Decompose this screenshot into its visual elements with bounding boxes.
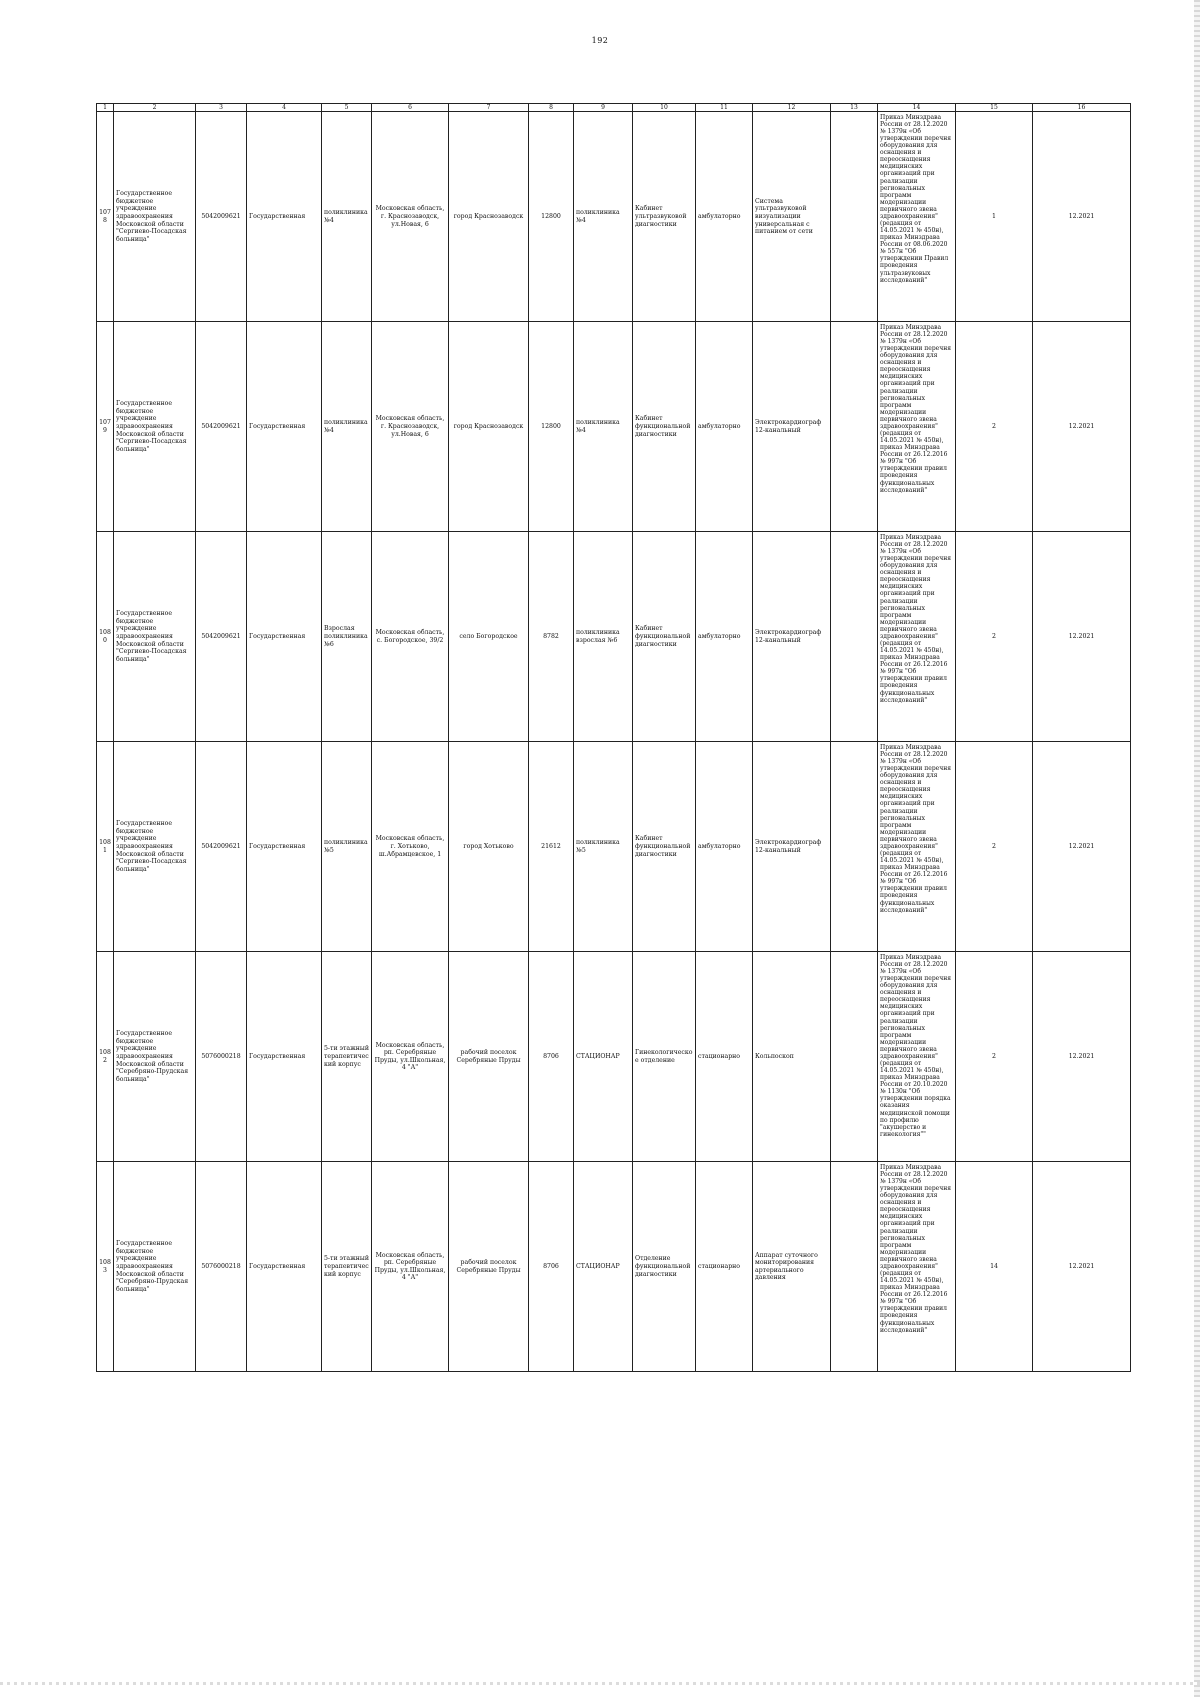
delivery-date: 12.2021 [1033, 742, 1131, 952]
column-number-10: 10 [633, 104, 696, 112]
row-number: 1078 [97, 112, 114, 322]
table-row [97, 322, 1131, 532]
column-number-16: 16 [1033, 104, 1131, 112]
column-number-13: 13 [831, 104, 878, 112]
organization-name: Государственное бюджетное учреждение здравоохранения Московской области "Сергиево-Посадская больница" [114, 112, 196, 322]
scan-edge-artifact [1194, 0, 1200, 1697]
ownership-form: Государственная [247, 322, 322, 532]
care-type: амбулаторно [696, 112, 753, 322]
locality: город Краснозаводск [449, 112, 529, 322]
ownership-form: Государственная [247, 112, 322, 322]
cabinet-name: Кабинет функциональной диагностики [633, 322, 696, 532]
table-row [97, 952, 1131, 1162]
cabinet-name: Кабинет функциональной диагностики [633, 532, 696, 742]
population: 21612 [529, 742, 574, 952]
care-type: амбулаторно [696, 742, 753, 952]
cabinet-name: Кабинет функциональной диагностики [633, 742, 696, 952]
legal-basis [878, 112, 956, 322]
column-13-value [831, 952, 878, 1162]
legal-basis [878, 532, 956, 742]
locality: рабочий поселок Серебряные Пруды [449, 1162, 529, 1372]
care-type: амбулаторно [696, 322, 753, 532]
structural-unit: поликлиника №5 [574, 742, 633, 952]
quantity: 14 [956, 1162, 1033, 1372]
organization-name: Государственное бюджетное учреждение здравоохранения Московской области "Сергиево-Посадская больница" [114, 742, 196, 952]
address: Московская область, с. Богородское, 39/2 [372, 532, 449, 742]
organization-name: Государственное бюджетное учреждение здравоохранения Московской области "Сергиево-Посадская больница" [114, 322, 196, 532]
quantity: 1 [956, 112, 1033, 322]
equipment-name: Кольпоскоп [753, 952, 831, 1162]
legal-basis [878, 952, 956, 1162]
row-number: 1080 [97, 532, 114, 742]
locality: рабочий поселок Серебряные Пруды [449, 952, 529, 1162]
inn-code: 5076000218 [196, 1162, 247, 1372]
population: 8782 [529, 532, 574, 742]
legal-basis-text: Приказ Минздрава России от 28.12.2020 № 1379н «Об утверждении перечня оборудования для оснащения и переоснащения медицинских организаций при реализации региональных программ модернизации первичного звена здравоохранения"(редакция от 14.05.2021 № 450н), приказ Минздрава России от 26.12.2016 № 997н "Об утверждении правил проведения функциональных исследований" [880, 1163, 951, 1334]
organization-name: Государственное бюджетное учреждение здравоохранения Московской области "Сергиево-Посадская больница" [114, 532, 196, 742]
table-body [97, 112, 1131, 1372]
column-number-14: 14 [878, 104, 956, 112]
delivery-date: 12.2021 [1033, 952, 1131, 1162]
equipment-name: Электрокардиограф 12-канальный [753, 322, 831, 532]
inn-code: 5042009621 [196, 532, 247, 742]
legal-basis-text: Приказ Минздрава России от 28.12.2020 № 1379н «Об утверждении перечня оборудования для оснащения и переоснащения медицинских организаций при реализации региональных программ модернизации первичного звена здравоохранения"(редакция от 14.05.2021 № 450н), приказ Минздрава России от 26.12.2016 № 997н "Об утверждении правил проведения функциональных исследований" [880, 743, 951, 914]
inn-code: 5042009621 [196, 742, 247, 952]
table-row [97, 742, 1131, 952]
cabinet-name: Отделение функциональной диагностики [633, 1162, 696, 1372]
organization-name: Государственное бюджетное учреждение здравоохранения Московской области "Серебряно-Прудская больница" [114, 1162, 196, 1372]
column-13-value [831, 532, 878, 742]
ownership-form: Государственная [247, 742, 322, 952]
structural-unit: СТАЦИОНАР [574, 952, 633, 1162]
care-type: амбулаторно [696, 532, 753, 742]
row-number: 1082 [97, 952, 114, 1162]
delivery-date: 12.2021 [1033, 322, 1131, 532]
population: 8706 [529, 1162, 574, 1372]
address: Московская область, г. Хотьково, ш.Абрамцевское, 1 [372, 742, 449, 952]
column-number-1: 1 [97, 104, 114, 112]
column-number-15: 15 [956, 104, 1033, 112]
legal-basis-text: Приказ Минздрава России от 28.12.2020 № 1379н «Об утверждении перечня оборудования для оснащения и переоснащения медицинских организаций при реализации региональных программ модернизации первичного звена здравоохранения"(редакция от 14.05.2021 № 450н), приказ Минздрава России от 08.06.2020 № 557н "Об утверждении Правил проведения ультразвуковых исследований" [880, 113, 951, 284]
quantity: 2 [956, 532, 1033, 742]
legal-basis [878, 742, 956, 952]
delivery-date: 12.2021 [1033, 532, 1131, 742]
column-number-6: 6 [372, 104, 449, 112]
column-number-5: 5 [322, 104, 372, 112]
legal-basis-text: Приказ Минздрава России от 28.12.2020 № 1379н «Об утверждении перечня оборудования для оснащения и переоснащения медицинских организаций при реализации региональных программ модернизации первичного звена здравоохранения"(редакция от 14.05.2021 № 450н), приказ Минздрава России от 20.10.2020 № 1130н "Об утверждении порядка оказания медицинской помощи по профилю "акушерство и гинекология"" [880, 953, 951, 1138]
column-number-7: 7 [449, 104, 529, 112]
legal-basis [878, 1162, 956, 1372]
scan-bottom-artifact [0, 1682, 1200, 1685]
address: Московская область, г. Краснозаводск, ул.Новая, 6 [372, 112, 449, 322]
population: 8706 [529, 952, 574, 1162]
table-row [97, 532, 1131, 742]
subdivision-name: поликлиника №5 [322, 742, 372, 952]
row-number: 1083 [97, 1162, 114, 1372]
row-number: 1081 [97, 742, 114, 952]
population: 12800 [529, 112, 574, 322]
subdivision-name: 5-ти этажный терапевтический корпус [322, 952, 372, 1162]
column-13-value [831, 322, 878, 532]
ownership-form: Государственная [247, 952, 322, 1162]
equipment-name: Система ультразвуковой визуализации универсальная с питанием от сети [753, 112, 831, 322]
legal-basis-text: Приказ Минздрава России от 28.12.2020 № 1379н «Об утверждении перечня оборудования для оснащения и переоснащения медицинских организаций при реализации региональных программ модернизации первичного звена здравоохранения"(редакция от 14.05.2021 № 450н), приказ Минздрава России от 26.12.2016 № 997н "Об утверждении правил проведения функциональных исследований" [880, 323, 951, 494]
subdivision-name: поликлиника №4 [322, 112, 372, 322]
equipment-name: Электрокардиограф 12-канальный [753, 532, 831, 742]
subdivision-name: поликлиника №4 [322, 322, 372, 532]
population: 12800 [529, 322, 574, 532]
legal-basis-text: Приказ Минздрава России от 28.12.2020 № 1379н «Об утверждении перечня оборудования для оснащения и переоснащения медицинских организаций при реализации региональных программ модернизации первичного звена здравоохранения"(редакция от 14.05.2021 № 450н), приказ Минздрава России от 26.12.2016 № 997н "Об утверждении правил проведения функциональных исследований" [880, 533, 951, 704]
table-row [97, 1162, 1131, 1372]
legal-basis [878, 322, 956, 532]
column-number-8: 8 [529, 104, 574, 112]
care-type: стационарно [696, 952, 753, 1162]
equipment-name: Аппарат суточного мониторирования артериального давления [753, 1162, 831, 1372]
quantity: 2 [956, 322, 1033, 532]
delivery-date: 12.2021 [1033, 112, 1131, 322]
organization-name: Государственное бюджетное учреждение здравоохранения Московской области "Серебряно-Прудская больница" [114, 952, 196, 1162]
address: Московская область, рп. Серебряные Пруды, ул.Школьная, 4 "А" [372, 952, 449, 1162]
equipment-name: Электрокардиограф 12-канальный [753, 742, 831, 952]
column-13-value [831, 1162, 878, 1372]
row-number: 1079 [97, 322, 114, 532]
structural-unit: СТАЦИОНАР [574, 1162, 633, 1372]
column-number-9: 9 [574, 104, 633, 112]
column-number-11: 11 [696, 104, 753, 112]
care-type: стационарно [696, 1162, 753, 1372]
locality: село Богородское [449, 532, 529, 742]
quantity: 2 [956, 952, 1033, 1162]
structural-unit: поликлиника №4 [574, 322, 633, 532]
column-number-2: 2 [114, 104, 196, 112]
structural-unit: поликлиника взрослая №6 [574, 532, 633, 742]
address: Московская область, г. Краснозаводск, ул.Новая, 6 [372, 322, 449, 532]
subdivision-name: 5-ти этажный терапевтический корпус [322, 1162, 372, 1372]
ownership-form: Государственная [247, 532, 322, 742]
locality: город Хотьково [449, 742, 529, 952]
cabinet-name: Гинекологическое отделение [633, 952, 696, 1162]
column-13-value [831, 742, 878, 952]
address: Московская область, рп. Серебряные Пруды, ул.Школьная, 4 "А" [372, 1162, 449, 1372]
inn-code: 5042009621 [196, 112, 247, 322]
column-number-row [97, 104, 1131, 112]
column-number-3: 3 [196, 104, 247, 112]
column-number-4: 4 [247, 104, 322, 112]
equipment-registry-table [96, 103, 1131, 1372]
page-number: 192 [591, 36, 609, 45]
cabinet-name: Кабинет ультразвуковой диагностики [633, 112, 696, 322]
column-13-value [831, 112, 878, 322]
ownership-form: Государственная [247, 1162, 322, 1372]
inn-code: 5076000218 [196, 952, 247, 1162]
column-number-12: 12 [753, 104, 831, 112]
inn-code: 5042009621 [196, 322, 247, 532]
quantity: 2 [956, 742, 1033, 952]
subdivision-name: Взрослая поликлиника №6 [322, 532, 372, 742]
locality: город Краснозаводск [449, 322, 529, 532]
structural-unit: поликлиника №4 [574, 112, 633, 322]
table-row [97, 112, 1131, 322]
delivery-date: 12.2021 [1033, 1162, 1131, 1372]
